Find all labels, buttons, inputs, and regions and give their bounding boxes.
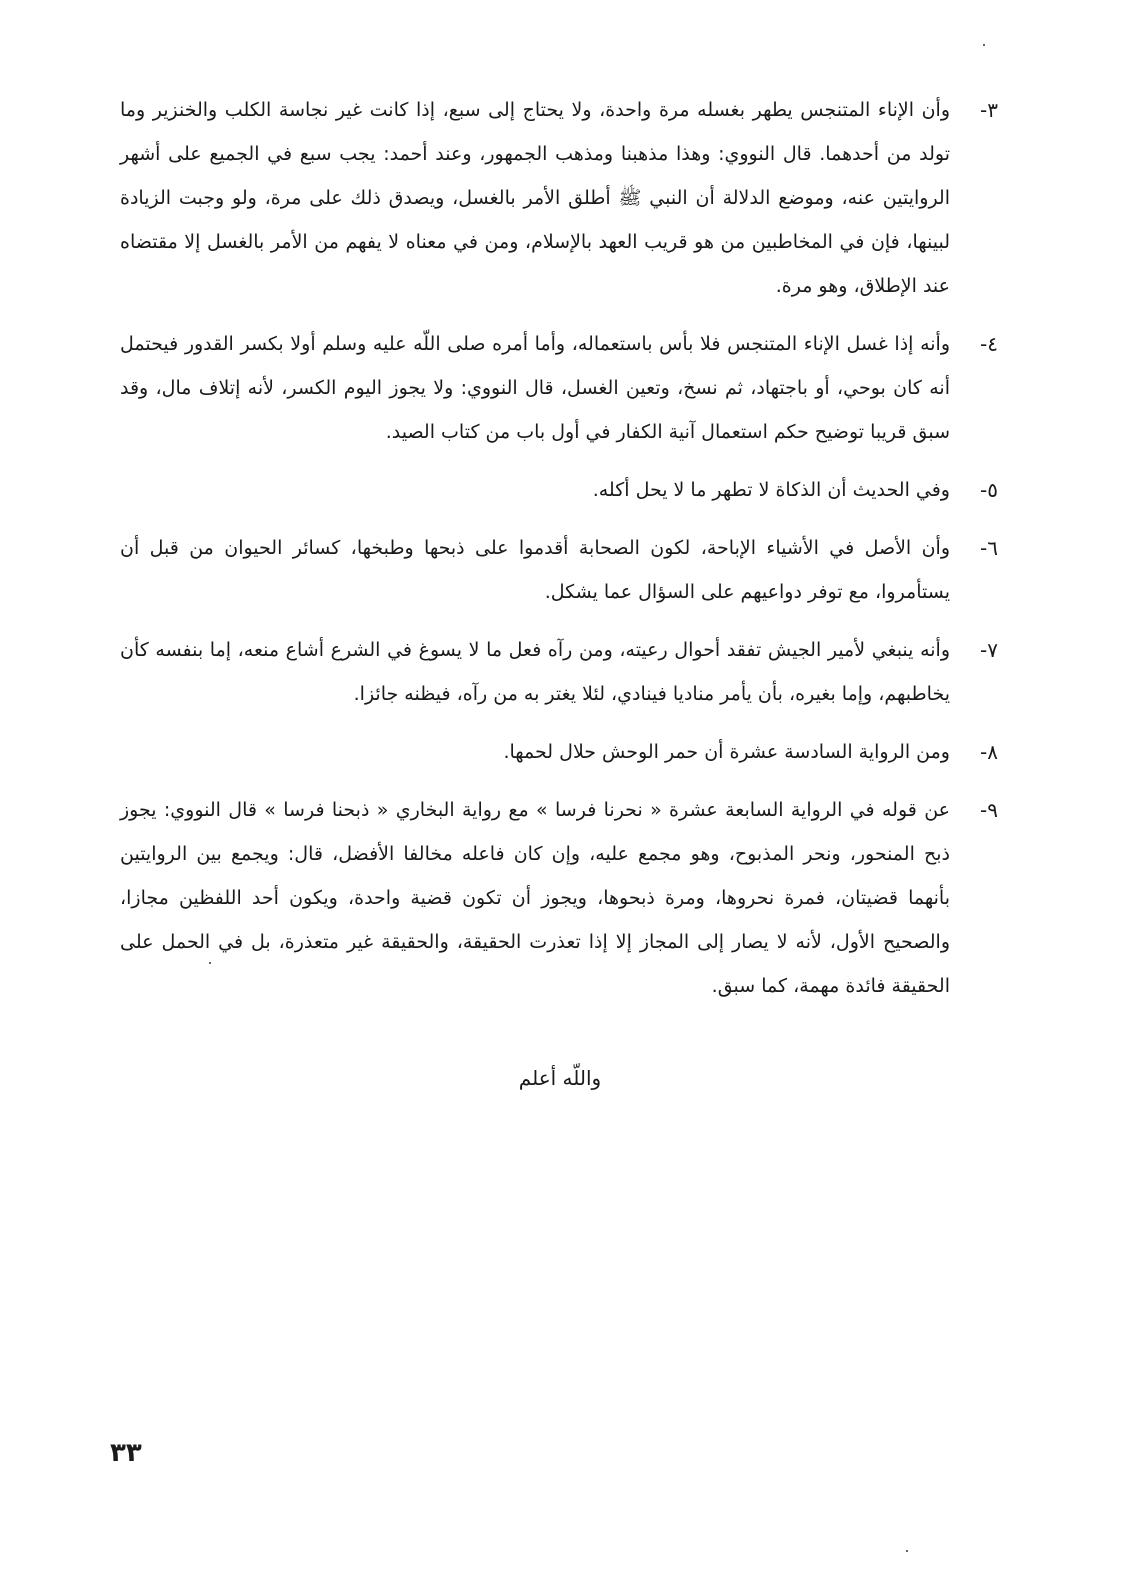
- list-item: [120, 788, 998, 1008]
- item-text: وأن الأصل في الأشياء الإباحة، لكون الصحابة أقدموا على ذبحها وطبخها، كسائر الحيوان من قبل أن يستأمروا، مع توفر دواعيهم على السؤال عما يشكل.: [120, 537, 950, 603]
- item-text: وأنه إذا غسل الإناء المتنجس فلا بأس باستعماله، وأما أمره صلى اللّه عليه وسلم أولا بكسر القدور فيحتمل أنه كان بوحي، أو باجتهاد، ثم نسخ، وتعين الغسل، قال النووي: ولا يجوز اليوم الكسر، لأنه إتلاف مال، وقد سبق قريبا توضيح حكم استعمال آنية الكفار في أول باب من كتاب الصيد.: [120, 333, 950, 443]
- scan-speck: [983, 44, 985, 46]
- list-item: [120, 322, 998, 454]
- body-text: [120, 88, 998, 1022]
- list-item: [120, 468, 998, 512]
- item-text: وأنه ينبغي لأمير الجيش تفقد أحوال رعيته، ومن رآه فعل ما لا يسوغ في الشرع أشاع منعه، إما بنفسه كأن يخاطبهم، وإما بغيره، بأن يأمر مناديا فينادي، لئلا يغتر به من رآه، فيظنه جائزا.: [120, 639, 950, 705]
- list-item: [120, 628, 998, 716]
- list-item: [120, 526, 998, 614]
- scan-speck: [209, 962, 211, 964]
- page-number: ٣٣: [110, 1438, 142, 1468]
- item-number: ٤-: [980, 332, 998, 356]
- item-number: ٩-: [980, 798, 998, 822]
- list-item: [120, 730, 998, 774]
- scan-speck: [906, 1550, 908, 1552]
- item-number: ٥-: [980, 478, 998, 502]
- item-text: عن قوله في الرواية السابعة عشرة « نحرنا فرسا » مع رواية البخاري « ذبحنا فرسا » قال النووي: يجوز ذبح المنحور، ونحر المذبوح، وهو مجمع عليه، وإن كان فاعله مخالفا الأفضل، قال: ويجمع بين الروايتين بأنهما قضيتان، فمرة نحروها، ومرة ذبحوها، ويجوز أن تكون قضية واحدة، ويكون أحد اللفظين مجازا، والصحيح الأول، لأنه لا يصار إلى المجاز إلا إذا تعذرت الحقيقة، والحقيقة غير متعذرة، بل في الحمل على الحقيقة فائدة مهمة، كما سبق.: [120, 799, 950, 997]
- item-text: ومن الرواية السادسة عشرة أن حمر الوحش حلال لحمها.: [503, 741, 950, 763]
- item-number: ٣-: [980, 98, 998, 122]
- item-number: ٨-: [980, 740, 998, 764]
- item-text: وفي الحديث أن الذكاة لا تطهر ما لا يحل أكله.: [592, 479, 950, 501]
- list-item: [120, 88, 998, 308]
- item-text: وأن الإناء المتنجس يطهر بغسله مرة واحدة، ولا يحتاج إلى سبع، إذا كانت غير نجاسة الكلب والخنزير وما تولد من أحدهما. قال النووي: وهذا مذهبنا ومذهب الجمهور، وعند أحمد: يجب سبع في الجميع على أشهر الروايتين عنه، وموضع الدلالة أن النبي ﷺ أطلق الأمر بالغسل، ويصدق ذلك على مرة، ولو وجبت الزيادة لبينها، فإن في المخاطبين من هو قريب العهد بالإسلام، ومن في معناه لا يفهم من الأمر بالغسل إلا مقتضاه عند الإطلاق، وهو مرة.: [120, 99, 950, 297]
- item-number: ٧-: [980, 638, 998, 662]
- item-number: ٦-: [980, 536, 998, 560]
- closing-phrase: واللّه أعلم: [518, 1066, 602, 1090]
